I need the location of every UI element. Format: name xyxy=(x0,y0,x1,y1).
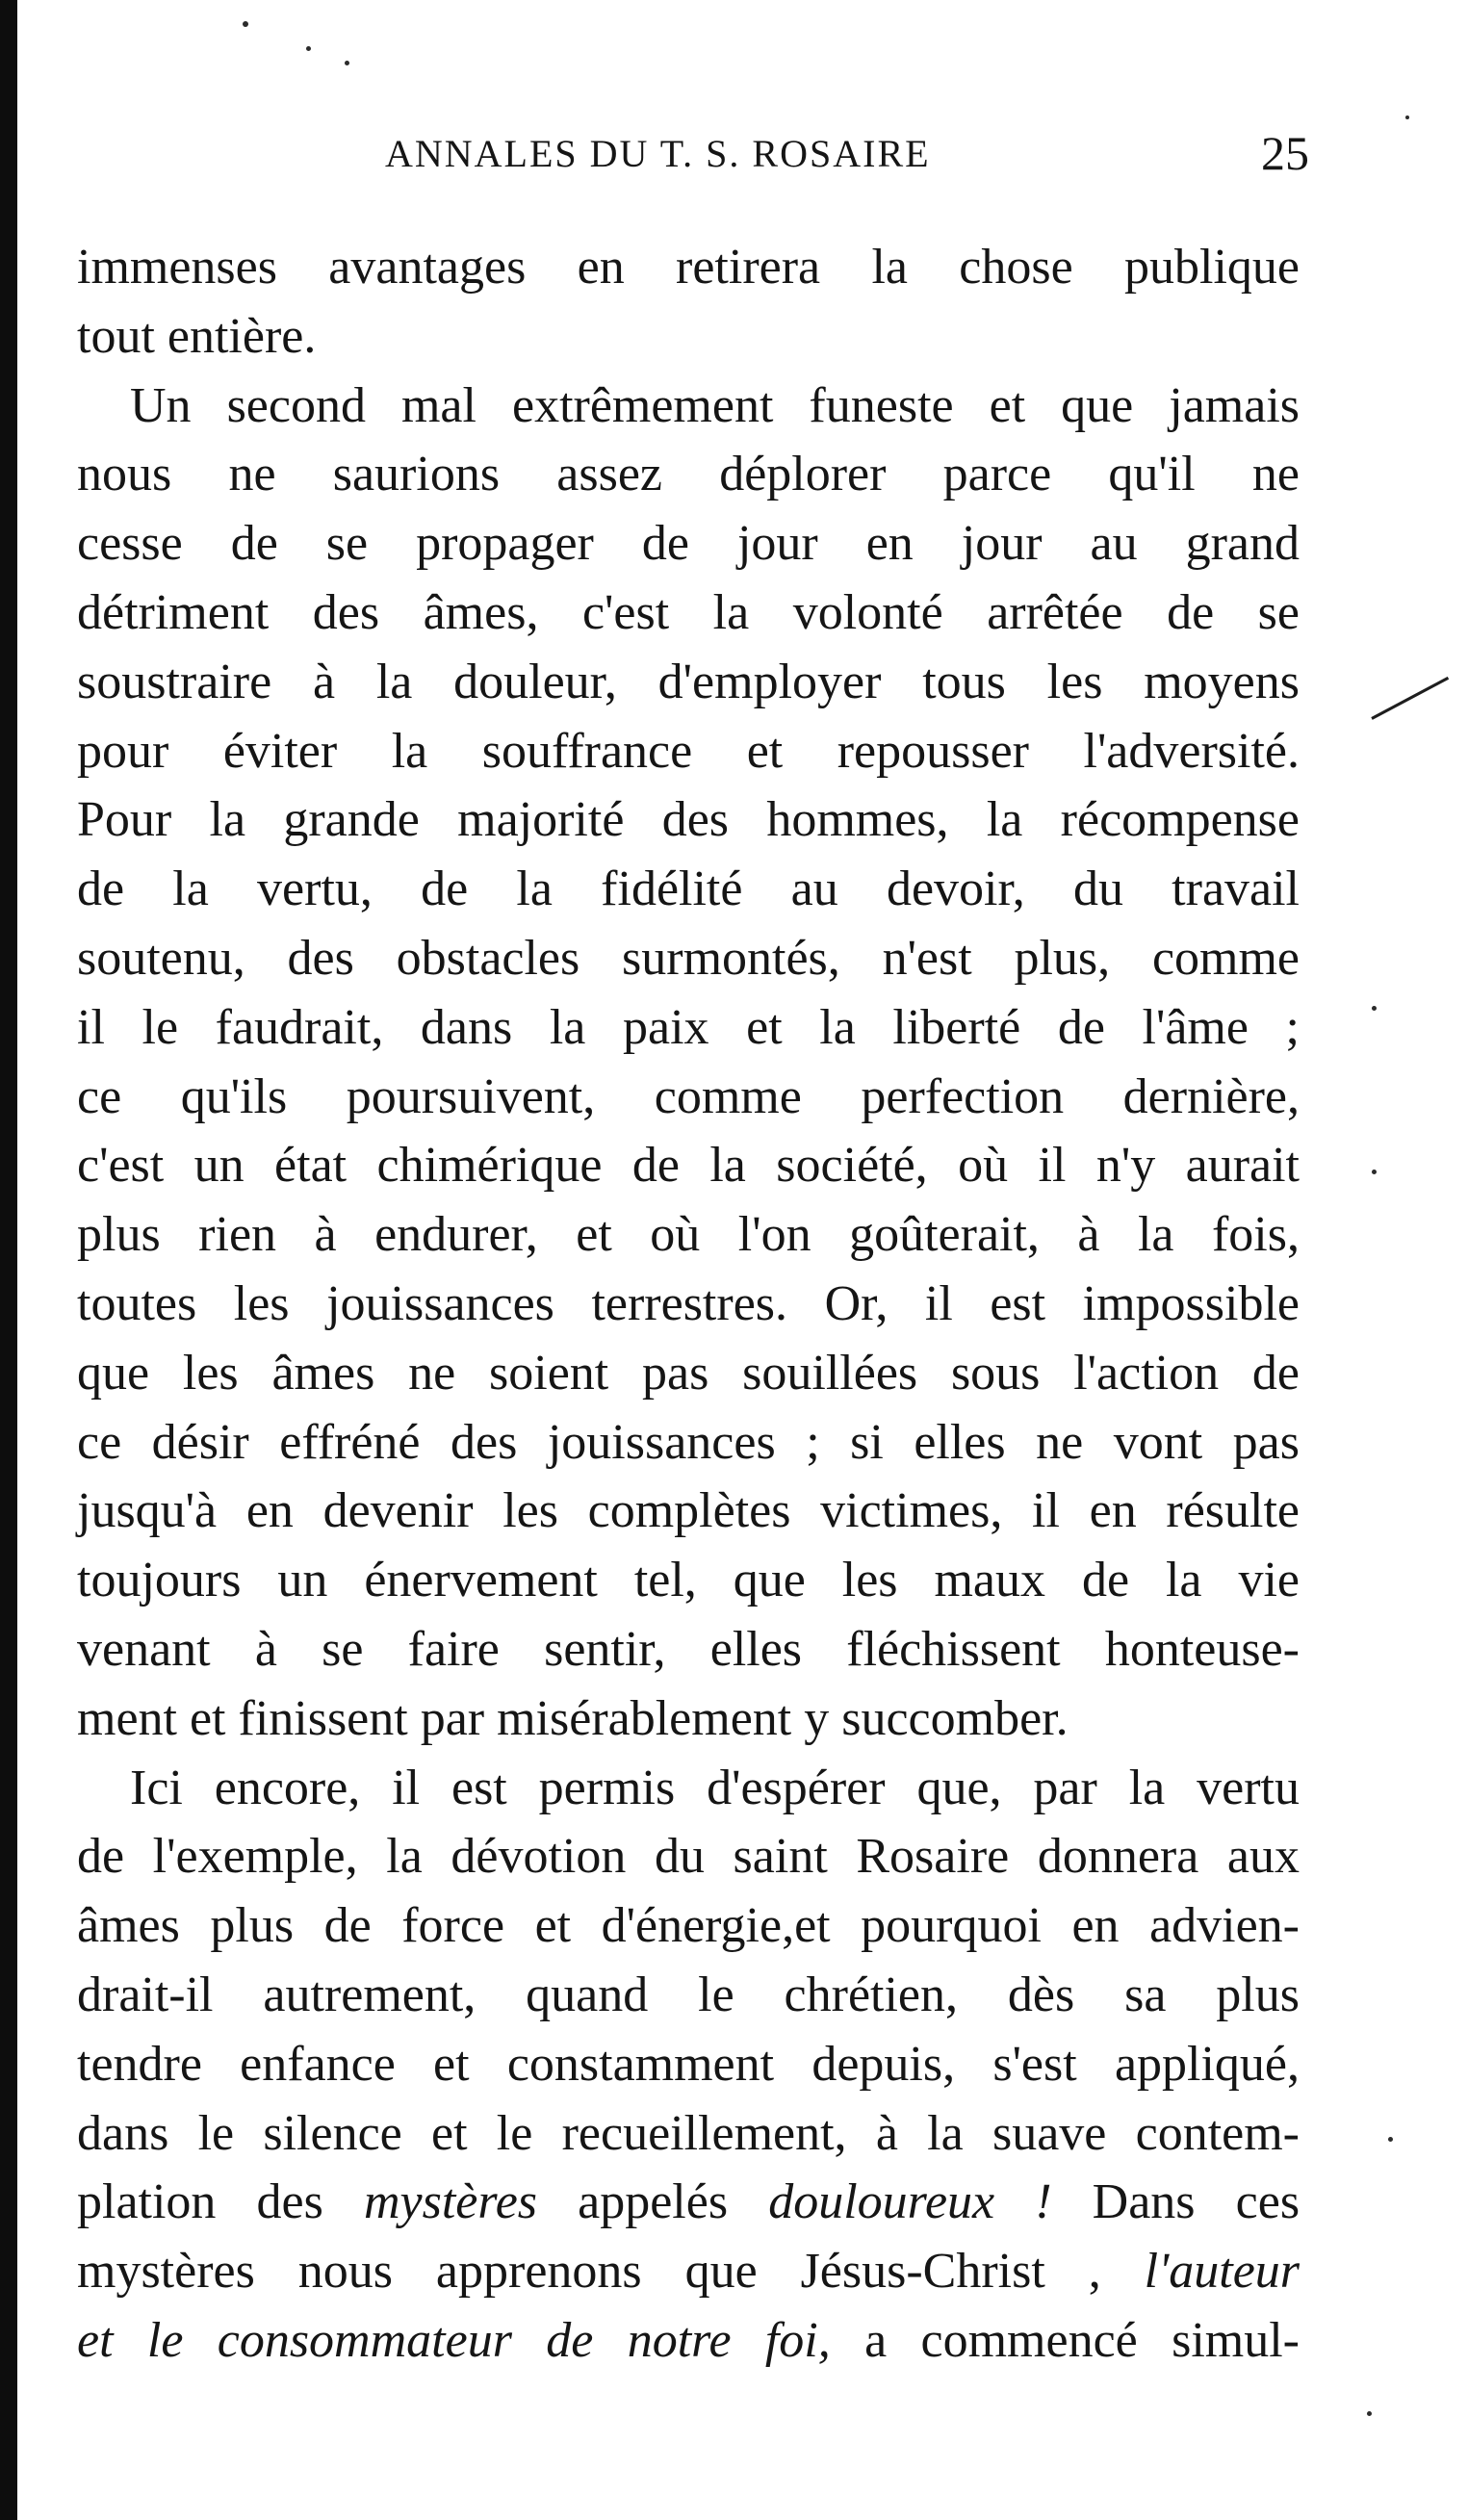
running-header xyxy=(385,125,1328,183)
ink-speck xyxy=(1367,2411,1372,2416)
text-line: tout entière. xyxy=(77,308,317,364)
text-line: ce qu'ils poursuivent, comme perfection dernière, xyxy=(77,1068,1300,1124)
text-line: soutenu, des obstacles surmontés, n'est plus, comme xyxy=(77,930,1300,986)
text-line: ce désir effréné des jouissances ; si elles ne vont pas xyxy=(77,1414,1300,1470)
text-line: tendre enfance et constamment depuis, s'est appliqué, xyxy=(77,2036,1300,2092)
text-line: immenses avantages en retirera la chose publique xyxy=(77,240,1300,295)
ink-speck xyxy=(345,61,349,65)
italic-term: et le consommateur de notre foi, xyxy=(77,2312,831,2368)
text-line: jusqu'à en devenir les complètes victimes, il en résulte xyxy=(77,1483,1300,1539)
text-line: ment et finissent par misérablement y succomber. xyxy=(77,1690,1069,1746)
text-run: mystères nous apprenons que Jésus-Christ , xyxy=(77,2244,1101,2300)
italic-term: mystères xyxy=(363,2174,538,2230)
text-line: plus rien à endurer, et où l'on goûterait, à la fois, xyxy=(77,1207,1300,1263)
text-line: toutes les jouissances terrestres. Or, il est impossible xyxy=(77,1275,1300,1331)
text-line xyxy=(77,2306,1300,2376)
text-line: venant à se faire sentir, elles fléchissent honteuse- xyxy=(77,1621,1300,1677)
header-title: ANNALES DU T. S. ROSAIRE xyxy=(385,132,931,175)
ink-speck xyxy=(243,21,248,27)
body-text xyxy=(77,233,1300,2376)
text-line: Pour la grande majorité des hommes, la récompense xyxy=(77,792,1300,848)
italic-term: l'auteur xyxy=(1144,2244,1301,2300)
text-line xyxy=(77,2237,1300,2306)
text-line: de l'exemple, la dévotion du saint Rosaire donnera aux xyxy=(77,1829,1300,1885)
binding-edge xyxy=(0,0,17,2520)
text-line: soustraire à la douleur, d'employer tous les moyens xyxy=(77,654,1300,709)
text-run: Dans ces xyxy=(1092,2174,1301,2230)
ink-speck xyxy=(1405,116,1409,119)
text-run: plation des xyxy=(77,2174,323,2230)
ink-speck xyxy=(1372,1170,1377,1174)
text-line xyxy=(77,2168,1300,2237)
ink-speck xyxy=(1388,2137,1393,2142)
text-line: que les âmes ne soient pas souillées sous l'action de xyxy=(77,1345,1300,1401)
text-line: de la vertu, de la fidélité au devoir, du travail xyxy=(77,861,1300,917)
text-line: détriment des âmes, c'est la volonté arrêtée de se xyxy=(77,584,1300,640)
text-line: il le faudrait, dans la paix et la liberté de l'âme ; xyxy=(77,999,1300,1055)
text-line: toujours un énervement tel, que les maux de la vie xyxy=(77,1553,1300,1608)
text-line: âmes plus de force et d'énergie,et pourquoi en advien- xyxy=(77,1898,1300,1954)
margin-pencil-mark xyxy=(1371,677,1449,720)
text-run: appelés xyxy=(578,2174,729,2230)
text-line: Ici encore, il est permis d'espérer que, par la vertu xyxy=(130,1760,1300,1815)
text-line: cesse de se propager de jour en jour au grand xyxy=(77,516,1300,572)
ink-speck xyxy=(1372,1006,1377,1011)
text-run: a commencé simul- xyxy=(864,2312,1300,2368)
text-line: nous ne saurions assez déplorer parce qu'il ne xyxy=(77,447,1300,502)
text-line: c'est un état chimérique de la société, où il n'y aurait xyxy=(77,1138,1300,1194)
text-line: drait-il autrement, quand le chrétien, dès sa plus xyxy=(77,1967,1300,2022)
text-line: Un second mal extrêmement funeste et que jamais xyxy=(130,377,1300,433)
ink-speck xyxy=(306,46,311,51)
page-number: 25 xyxy=(1261,126,1309,180)
italic-term: douloureux ! xyxy=(768,2174,1052,2230)
text-line: dans le silence et le recueillement, à la suave contem- xyxy=(77,2105,1300,2161)
text-line: pour éviter la souffrance et repousser l'adversité. xyxy=(77,723,1300,779)
